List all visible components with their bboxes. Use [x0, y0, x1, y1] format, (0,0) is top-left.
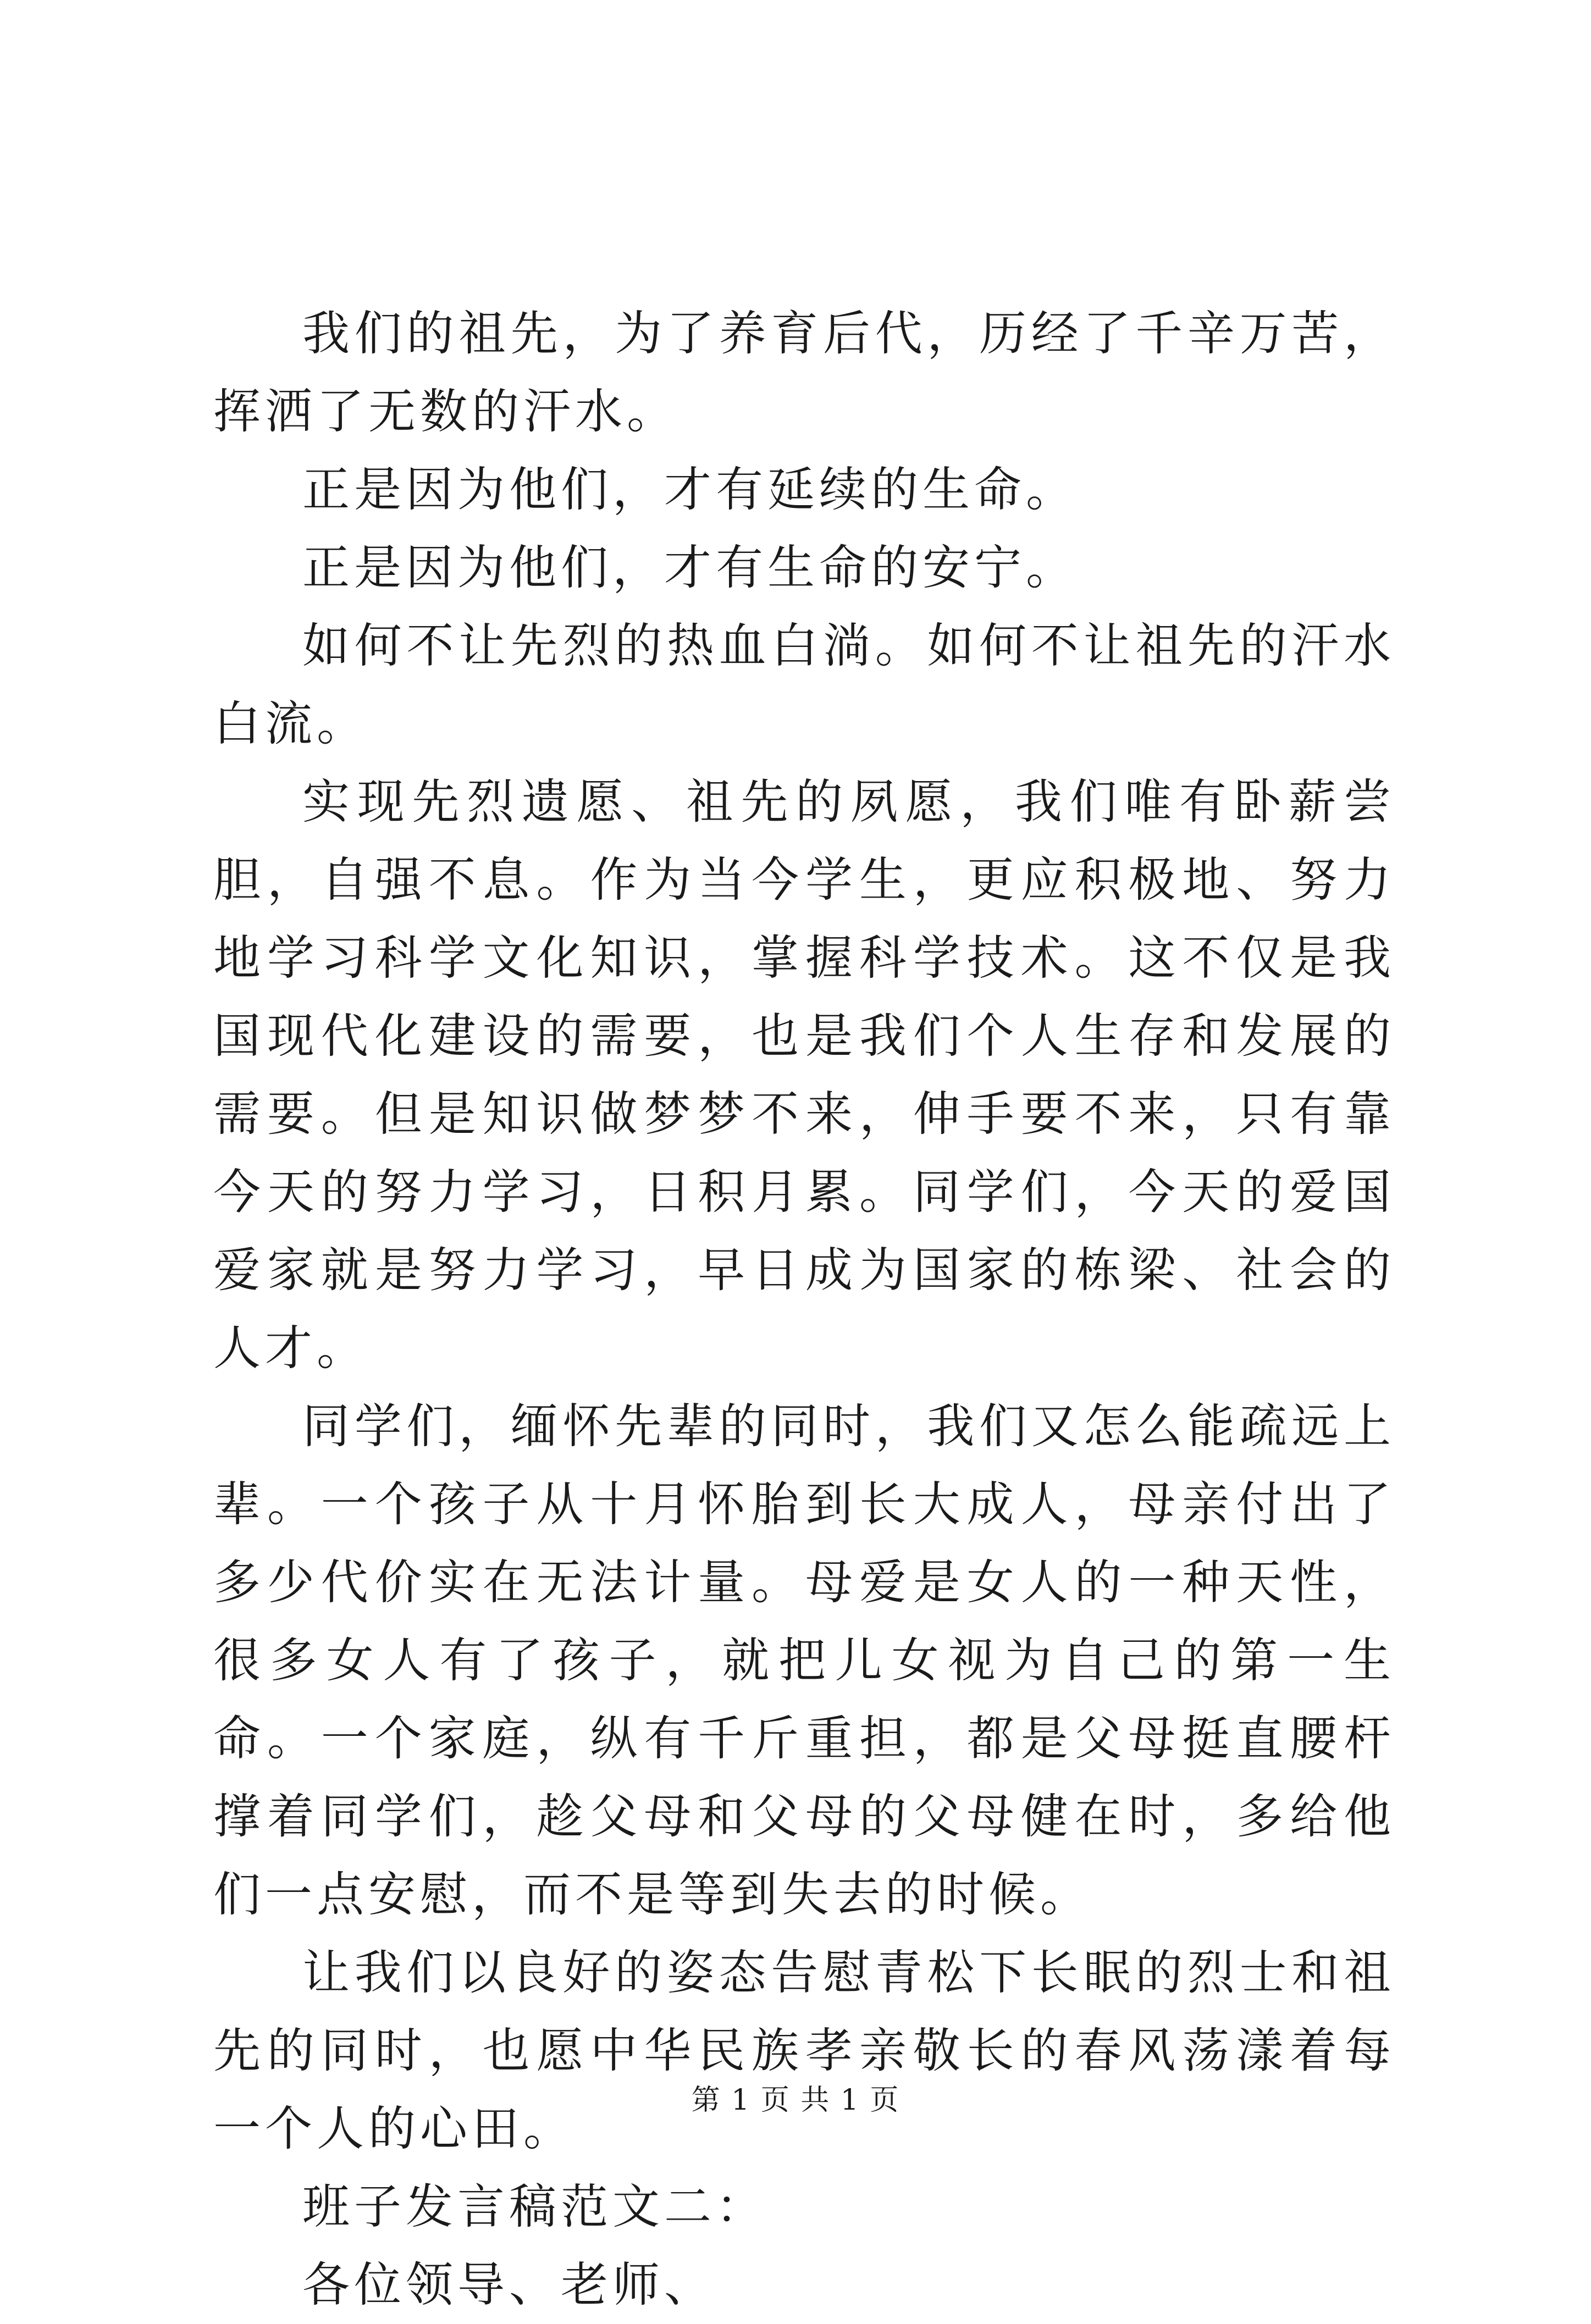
- paragraph: 让我们以良好的姿态告慰青松下长眠的烈士和祖先的同时，也愿中华民族孝亲敬长的春风荡漾着每一个人的心田。: [213, 1945, 1395, 2156]
- page-footer: 第 1 页 共 1 页: [691, 2084, 900, 2117]
- paragraph: 班子发言稿范文二：: [302, 2179, 767, 2234]
- paragraph: 正是因为他们，才有生命的安宁。: [302, 540, 1078, 595]
- paragraph: 同学们，缅怀先辈的同时，我们又怎么能疏远上辈。一个孩子从十月怀胎到长大成人，母亲付出了多少代价实在无法计量。母爱是女人的一种天性，很多女人有了孩子，就把儿女视为自己的第一生命。一个家庭，纵有千斤重担，都是父母挺直腰杆撑着同学们，趁父母和父母的父母健在时，多给他们一点安慰，而不是等到失去的时候。: [213, 1399, 1395, 1922]
- paragraph: 实现先烈遗愿、祖先的夙愿，我们唯有卧薪尝胆，自强不息。作为当今学生，更应积极地、努力地学习科学文化知识，掌握科学技术。这不仅是我国现代化建设的需要，也是我们个人生存和发展的需要。但是知识做梦梦不来，伸手要不来，只有靠今天的努力学习，日积月累。同学们，今天的爱国爱家就是努力学习，早日成为国家的栋梁、社会的人才。: [213, 774, 1395, 1376]
- paragraph: 正是因为他们，才有延续的生命。: [302, 462, 1078, 517]
- paragraph: 各位领导、老师、: [302, 2257, 716, 2312]
- paragraph: 如何不让先烈的热血白淌。如何不让祖先的汗水白流。: [213, 618, 1395, 751]
- document-body: [213, 295, 1395, 2324]
- paragraph: 我们的祖先，为了养育后代，历经了千辛万苦，挥洒了无数的汗水。: [213, 306, 1395, 439]
